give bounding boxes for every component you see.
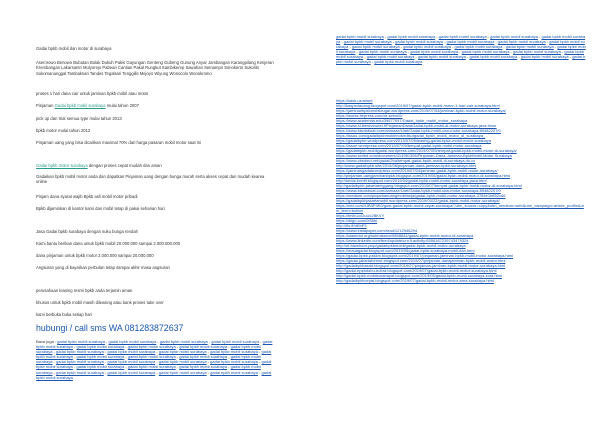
read-also-link[interactable]: gadai bpkb mobil surabaya <box>179 344 228 350</box>
top-link[interactable]: gadai bpkb mobil surabaya <box>520 54 569 59</box>
url-link[interactable]: https://diigo.com/0f39bi <box>336 218 378 223</box>
link-separator: - <box>52 359 57 365</box>
cert-text: Gadaikan bpkb mobil motor anda dan dapatkan Pinjaman uang dengan bunga murah serta akses cepat dan mudah kearea online <box>36 174 265 185</box>
top-link[interactable]: gadai bpkb mobil surabaya <box>418 54 466 59</box>
top-link[interactable]: gadai bpkb mobil surabaya <box>513 49 561 54</box>
link-separator: - <box>348 44 352 49</box>
link-separator: - <box>383 34 388 39</box>
top-link[interactable]: gadai bpkb mobil surabaya <box>410 49 459 54</box>
link-separator: - <box>52 349 57 355</box>
read-also-link[interactable]: gadai bpkb mobil surabaya <box>127 354 176 360</box>
url-link[interactable]: http://el-tuweboot.ymp/gadaibpkbmobil/gadai-bpkb-mobil-motor-surabaya <box>336 243 466 248</box>
link-separator: - <box>175 354 180 360</box>
top-link[interactable]: gadai bpkb mobil surabaya <box>336 44 586 54</box>
top-link[interactable]: gadai bpkb mobil surabaya <box>461 49 510 54</box>
url-link[interactable]: http://gadai-bpkbdobu-bobra.blogspot.com/2019/07/gadai-bpkb-mobil-motor-surabaya.html <box>336 268 497 273</box>
link-separator: - <box>458 49 462 54</box>
url-link[interactable]: http://flo.ff/dKbP3 <box>336 223 367 228</box>
url-list <box>336 98 586 283</box>
url-link[interactable]: http://pinjaman-uangjaminanbpkb.blogspot.com/2019/06/gadai-bpkb-mobil-motor-di-surabaya.html <box>336 173 510 178</box>
top-link[interactable]: gadai bpkb mobil surabaya <box>343 39 392 44</box>
top-link[interactable]: gadai bpkb mobil surabaya <box>336 49 584 59</box>
loan-pre: Pinjaman <box>36 103 55 108</box>
url-link[interactable]: http://kaspedauang.blogspot.com/2019/07/gadai-bpkb-mobil-motor-1-hari-cair-surabaya.html <box>336 103 500 108</box>
url-link[interactable]: https://gadai-jakartaformur.blogspot.com/2019/07/pinjaman-danajaminan-bpkb-mobil-motor.html <box>336 258 506 263</box>
link-separator: - <box>72 354 77 360</box>
disburse-text: Pinjaman uang yang bisa dicairkan maximal 70% dari harga pasaran mobil motor saat ini <box>36 140 202 145</box>
link-separator: - <box>340 39 344 44</box>
link-separator: - <box>545 39 550 44</box>
top-link[interactable]: gadai bpkb mobil surabaya <box>351 44 400 49</box>
url-link[interactable]: http://gadaibpkbasdd.blogspot.com/2019/07/pinjaman-jaminan-bpkb-mobil-motor-surabaya.html <box>336 263 506 268</box>
read-also-link[interactable]: gadai bpkb mobil surabaya <box>36 369 272 380</box>
leasing-text: perusahaan leasing resmi bpkb anda terjamin aman <box>36 288 133 293</box>
read-also-link[interactable]: gadai bpkb mobil surabaya <box>76 344 125 350</box>
top-link[interactable]: gadai bpkb mobil surabaya <box>469 54 518 59</box>
url-link[interactable]: https://medium.com/pinjamanuangmobilneja/gadai-bpkb-mobil-motor-surabaya-3784e1b852cd6 <box>336 193 506 198</box>
special-text: khusus untuk bpkb mobil masih dileasing atau bank proses take over <box>36 300 164 305</box>
read-also-link[interactable]: gadai bpkb mobil surabaya <box>56 359 104 365</box>
link-separator: - <box>406 49 411 54</box>
url-link[interactable]: https://jaminangadaiwordpress.com/2019/07/04/jaminan-gadai-bpkb-mobil-motor-surabaya/ <box>336 168 498 173</box>
url-link[interactable]: https://jaminanbpkbmobildugai.wordpress.com/2019/07/04/jaminan-bpkb-mobil-motor-surabaya/ <box>336 108 506 113</box>
top-link[interactable]: gadai bpkb mobil surabaya <box>403 44 451 49</box>
top-link[interactable]: gadai bpkb mobil surabaya <box>336 54 586 64</box>
link-separator: - <box>227 364 231 370</box>
read-also-link[interactable]: gadai bpkb mobil surabaya <box>76 354 125 360</box>
link-separator: - <box>227 344 231 350</box>
read-also-link[interactable]: gadai bpkb mobil surabaya <box>211 339 260 344</box>
read-also-link[interactable]: gadai bpkb mobil surabaya <box>36 349 272 360</box>
top-link[interactable]: gadai bpkb mobil surabaya <box>374 59 423 64</box>
service-text: Jasa Gadai bpkb surabaya dengan suku bunga rendah <box>36 229 138 234</box>
read-also-link[interactable]: gadai bpkb mobil surabaya <box>107 369 156 375</box>
link-separator: - <box>175 364 180 370</box>
url-link[interactable]: https://www.bisnisbuat.com/anmaze/Uart/Gadai-bpkb-mobil-dan-motor-surabaya-89482207/0 <box>336 128 501 133</box>
link-separator: - <box>391 39 396 44</box>
top-link[interactable]: gadai bpkb mobil surabaya <box>490 34 538 39</box>
url-link[interactable]: https://kask.us/ained <box>336 98 373 103</box>
link-separator: - <box>257 359 262 365</box>
top-links <box>336 34 586 64</box>
url-link[interactable]: https://gadai-bpkb-pakkm.blogspot.com/2019/07/pinjaman-jaminan-bpkb-mobil-motor-surabaya.html <box>336 253 513 258</box>
url-link[interactable]: https://slashdot.org/submission/9868844/gadai-bpkb-mobil-motor-di-surabaya <box>336 233 474 238</box>
read-also-link[interactable]: gadai bpkb mobil surabaya <box>127 364 176 370</box>
link-separator: - <box>399 44 404 49</box>
pickup-text: pick up dan truk semua type mulai tahun 2013 <box>36 116 122 121</box>
link-separator: - <box>450 44 455 49</box>
link-separator: - <box>560 49 565 54</box>
url-row <box>336 203 586 213</box>
read-also-links <box>36 339 272 380</box>
fast-link[interactable]: Gadai bpkb motor surabaya <box>36 163 88 168</box>
read-also-link[interactable]: gadai bpkb mobil surabaya <box>158 359 207 365</box>
top-link[interactable]: gadai bpkb mobil surabaya <box>497 39 546 44</box>
loan-link[interactable]: Gadai bpkb mobil surabaya <box>54 103 106 108</box>
link-separator: - <box>207 339 212 344</box>
read-also-label: Baca juga : <box>36 339 58 344</box>
read-also-link[interactable]: gadai bpkb mobil surabaya <box>107 349 156 355</box>
fast-text <box>36 163 162 168</box>
link-separator: - <box>414 54 419 59</box>
read-also-link[interactable]: gadai bpkb mobil surabaya <box>76 364 125 370</box>
top-link[interactable]: gadai bpkb mobil surabaya <box>505 44 554 49</box>
url-row <box>336 278 586 283</box>
link-separator: - <box>370 59 375 64</box>
read-also-link[interactable]: gadai bpkb mobil surabaya <box>56 349 104 355</box>
serve-moto-text: dana pinjaman untuk bpkb motor 2.000.000 sampai 20.000.000 <box>36 253 154 258</box>
read-also-link[interactable]: gadai bpkb mobil surabaya <box>36 364 261 375</box>
url-link[interactable]: https://gadaibpkb.wordpress.com/2019/07/09/leasing-gadai-bpkb-mobil-motor-surabaya <box>336 138 491 143</box>
url-link[interactable]: https://mix.com/!UB4P4K0/guai-gadai-bpkb-mobil-cepat-surabaya/?utm_source=copy&utm_medium=web&utm_campaign=article_profile&utm_term=button <box>336 203 584 213</box>
link-separator: - <box>537 34 542 39</box>
link-separator: - <box>502 44 506 49</box>
link-separator: - <box>103 359 108 365</box>
link-separator: - <box>103 369 108 375</box>
read-also-link[interactable]: gadai bpkb mobil surabaya <box>158 369 207 375</box>
link-separator: - <box>442 39 447 44</box>
serve-car-text: Kami bantu berikan dana untuk bpkb mobil 20.000.000 sampai 2.000.000.000 <box>36 241 181 246</box>
top-link-block <box>336 34 586 64</box>
url-link[interactable]: http://gadaibpkbcepat.blogspot.com/2019/07/gadai-bpkb-mobil-motor-area-surabaya.html <box>336 278 494 283</box>
link-separator: - <box>156 339 160 344</box>
read-also-link[interactable]: gadai bpkb mobil surabaya <box>210 369 258 375</box>
top-link[interactable]: gadai bpkb mobil surabaya <box>336 39 585 49</box>
link-separator: - <box>124 364 128 370</box>
link-separator: - <box>124 354 128 360</box>
top-link[interactable]: gadai bpkb mobil surabaya <box>395 39 443 44</box>
top-link[interactable]: gadai bpkb mobil surabaya <box>336 34 586 44</box>
read-also-link[interactable]: gadai bpkb mobil surabaya <box>56 369 104 375</box>
url-link[interactable]: https://www.instapaper.com/read/1212946294 <box>336 228 418 233</box>
url-link[interactable]: https://www.linkedin.com/feed/update/urn:li:activity:6556187239743479324 <box>336 238 469 243</box>
open-text: kami berbuka buka setiap hari <box>36 312 92 317</box>
process-text: proses 1 hari dana cair untuk jaminan bpkb mobil atau motor <box>36 91 149 96</box>
read-also-link[interactable]: gadai bpkb mobil surabaya <box>57 339 105 344</box>
url-link[interactable]: https://www.scribd.com/document/414981396/Pinjaman-Dana-Jaminan-BpkbMobil-Motor-Surabaya <box>336 153 512 158</box>
link-separator: - <box>553 44 558 49</box>
top-link[interactable]: gadai bpkb mobil surabaya <box>358 49 407 54</box>
link-separator: - <box>155 369 159 375</box>
url-link[interactable]: https://mauagadai.blogspot.com/2019/05/gadai-bpkb-surabaya-mobil-dan.html <box>336 248 475 253</box>
url-link[interactable]: https://issue.wordpress.com/2019/07/09/tempat-gadai-bpkb-mobil-motor-surabaya <box>336 143 482 148</box>
url-link[interactable]: https://www.bisnisbuat.com/anmaze/Uart/Gadai-bpkb-mobil-dan-motor-surabaya-89482207/0 <box>336 188 501 193</box>
contact-text: hubungi / call sms WA 081283872637 <box>36 323 184 333</box>
link-separator: - <box>517 54 521 59</box>
link-separator: - <box>155 349 159 355</box>
fast-post: dengan proses cepat mudah dan aman <box>87 163 162 168</box>
url-link[interactable]: https://tmbl.co/2uUc2BKVY <box>336 213 385 218</box>
read-also-link[interactable]: gadai bpkb mobil surabaya <box>36 359 272 370</box>
link-separator: - <box>175 344 180 350</box>
url-link[interactable]: https://gadaibpkb-mobilgadai.wordpress.com/2019/07/09/tempat-gadai-bpkb-mobil-motor-di-surabaya/ <box>336 148 517 153</box>
loan-start-text <box>36 103 139 108</box>
read-also-link[interactable]: gadai bpkb mobil surabaya <box>107 359 156 365</box>
top-link[interactable]: gadai bpkb mobil surabaya <box>387 34 436 39</box>
link-separator: - <box>52 369 57 375</box>
link-separator: - <box>227 354 231 360</box>
link-separator: - <box>568 54 573 59</box>
read-also-link[interactable]: gadai bpkb mobil surabaya <box>210 359 258 365</box>
link-separator: - <box>104 339 109 344</box>
read-also-link[interactable]: gadai bpkb mobil surabaya <box>108 339 157 344</box>
read-also-link[interactable]: gadai bpkb mobil surabaya <box>36 339 273 350</box>
read-also-link[interactable]: gadai bpkb mobil surabaya <box>127 344 176 350</box>
read-also-link[interactable]: gadai bpkb mobil surabaya <box>179 354 228 360</box>
link-separator: - <box>206 359 211 365</box>
read-also-link[interactable]: gadai bpkb mobil surabaya <box>36 354 261 365</box>
read-also-link[interactable]: gadai bpkb mobil surabaya <box>159 339 208 344</box>
link-separator: - <box>259 339 263 344</box>
top-link[interactable]: gadai bpkb mobil surabaya <box>366 54 415 59</box>
motor-text: bpkb motor mulai tahun 2012 <box>36 128 91 133</box>
link-separator: - <box>494 39 498 44</box>
link-separator: - <box>486 34 491 39</box>
area-list: Asemrowo Benowo Bubutan Bulak Dukuh Pakis Gayungan Genteng Gubeng Gunung Anyar Jambangan Karangpilang Kenjeran Krembangan Lakarsantri Mulyorejo Pabean Cantian Pakal Rungkut Sambikerep Sawahan Semampir Simokerto Sukolilo Sukomanunggal Tambaksari Tandes Tegalsari Tenggilis Mejoyo Wiyung Wonocolo Wonokromo <box>36 60 274 76</box>
url-link[interactable]: https://www.cbsdmd.net/gadai/2ba/tempat-gadai-bpkb-mobil-di-surabaya.do.cx <box>336 158 476 163</box>
top-link[interactable]: gadai bpkb mobil surabaya <box>336 34 384 39</box>
link-separator: - <box>103 349 108 355</box>
requirement-text: Pinjam dana syarat wajib Bpkb asli mobil motor pribadi <box>36 194 138 199</box>
url-link[interactable]: https://gadaibpkbjakartamobil.wordpress.com/2019/04/22/gadai-bpkb-mobil-motor-surabaya/ <box>336 198 500 203</box>
url-link[interactable]: https://issuu.com/gadaibpkbmobilmotordisurgadai_bpkb_mobil_motor_di_surabaya_ <box>336 133 486 138</box>
link-separator: - <box>355 49 359 54</box>
link-separator: - <box>72 364 77 370</box>
link-separator: - <box>206 369 211 375</box>
url-link[interactable]: http://gadaibpkb-jakartaenggang.blogspot.com/2019/07/tempat-gadai-bpkb-mobil-motor-di-surabaya.html <box>336 183 522 188</box>
link-separator: - <box>124 344 128 350</box>
read-also-link[interactable]: gadai bpkb mobil surabaya <box>210 349 258 355</box>
link-separator: - <box>363 54 367 59</box>
link-separator: - <box>509 49 514 54</box>
top-link[interactable]: gadai bpkb mobil surabaya <box>438 34 487 39</box>
link-separator: - <box>257 349 262 355</box>
link-separator: - <box>465 54 470 59</box>
url-link[interactable]: https://www.id.ibeshanuret.f/PinjamanDanaGadai-bpkb-mobil-di-motor-surabaya-java-timur <box>336 123 497 128</box>
link-separator: - <box>435 34 439 39</box>
installment-text: Angsuran yang di bayarkan perbulan tetap sampai akhir masa angsuran <box>36 265 170 270</box>
read-also-link[interactable]: gadai bpkb mobil surabaya <box>179 364 228 370</box>
loan-post: mulai tahun 2007 <box>105 103 139 108</box>
read-also-link[interactable]: gadai bpkb mobil surabaya <box>158 349 207 355</box>
read-also-block <box>36 339 278 380</box>
url-link[interactable]: https://works.bepress.com/dr-seeni/0/ <box>336 113 403 118</box>
link-separator: - <box>72 344 77 350</box>
url-link[interactable]: http://gadai-bpkb-mobilsurabayat.blogspot.com/2019/05/gadai-bpkb-mobil-surabaya-kota.html <box>336 273 502 278</box>
survey-text: Bpkb dijaminkan di kantor kami dan mobil tetap di pakai seharian hari <box>36 206 165 211</box>
top-link[interactable]: gadai bpkb mobil surabaya <box>454 44 503 49</box>
link-separator: - <box>257 369 262 375</box>
top-link[interactable]: gadai bpkb mobil surabaya <box>446 39 495 44</box>
intro-text: Gadai bpkb mobil dan motor di surabaya <box>36 46 112 51</box>
url-link[interactable]: http://kedai-kredit.blogspot.com/2019/04/gadai-bpkb-mobil-motor-surabaya-jawa.html <box>336 178 487 183</box>
link-separator: - <box>155 359 159 365</box>
url-link[interactable]: http://www.gadaibpkb.site/2019/06/pinjaman-dana-jaminan-bpkb-surabaya.html <box>336 163 477 168</box>
url-link[interactable]: https://www.academia.edu/39677097/Gadai_bpkb_mobil_motor_surabaya <box>336 118 468 123</box>
link-separator: - <box>206 349 211 355</box>
read-also-link[interactable]: gadai bpkb mobil surabaya <box>36 344 261 355</box>
